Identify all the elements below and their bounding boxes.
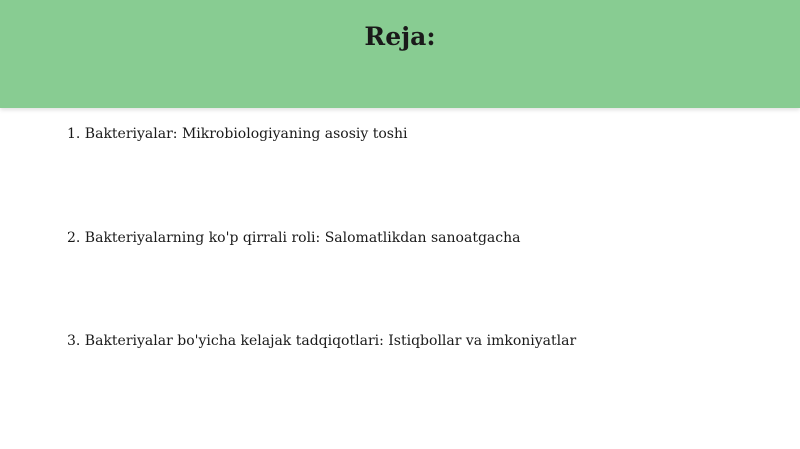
agenda-item-2: 2. Bakteriyalarning ko'p qirrali roli: Salomatlikdan sanoatgacha [67,230,521,246]
slide-title: Reja: [364,22,436,51]
header-band [0,0,800,108]
agenda-item-3: 3. Bakteriyalar bo'yicha kelajak tadqiqotlari: Istiqbollar va imkoniyatlar [67,333,577,349]
agenda-item-1: 1. Bakteriyalar: Mikrobiologiyaning asosiy toshi [67,126,408,142]
